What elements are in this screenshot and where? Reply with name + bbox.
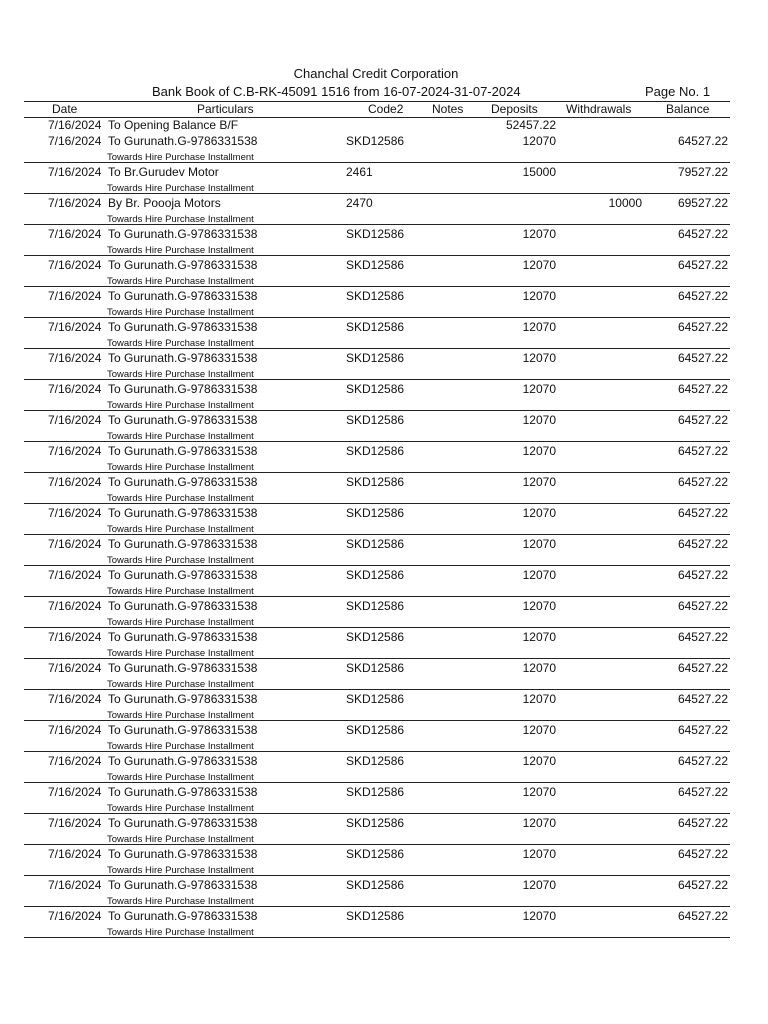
row-narration: Towards Hire Purchase Installment: [107, 617, 254, 628]
row-narration: Towards Hire Purchase Installment: [107, 400, 254, 411]
row-code: SKD12586: [346, 599, 405, 613]
row-balance: 64527.22: [677, 754, 728, 768]
row-narration: Towards Hire Purchase Installment: [107, 152, 254, 163]
row-code: 2461: [346, 165, 373, 179]
row-narration: Towards Hire Purchase Installment: [107, 369, 254, 380]
row-date: 7/16/2024: [48, 351, 102, 365]
row-particulars: To Gurunath.G-9786331538: [108, 320, 258, 334]
table-row: [0, 504, 768, 535]
row-balance: 64527.22: [677, 351, 728, 365]
row-deposit: 12070: [522, 475, 556, 489]
row-balance: 64527.22: [677, 723, 728, 737]
row-narration: Towards Hire Purchase Installment: [107, 183, 254, 194]
report-title: Bank Book of C.B-RK-45091 1516 from 16-07-2024-31-07-2024: [152, 84, 521, 99]
row-particulars: To Gurunath.G-9786331538: [108, 568, 258, 582]
table-row: [0, 318, 768, 349]
row-particulars: To Gurunath.G-9786331538: [108, 661, 258, 675]
row-deposit: 12070: [522, 382, 556, 396]
row-particulars: To Gurunath.G-9786331538: [108, 909, 258, 923]
row-balance: 64527.22: [677, 506, 728, 520]
row-date: 7/16/2024: [48, 258, 102, 272]
row-balance: 64527.22: [677, 289, 728, 303]
page-number: Page No. 1: [645, 84, 711, 99]
row-balance: 64527.22: [677, 692, 728, 706]
row-date: 7/16/2024: [48, 723, 102, 737]
table-row: [0, 256, 768, 287]
column-header-deposits: Deposits: [491, 102, 538, 116]
row-date: 7/16/2024: [48, 289, 102, 303]
row-particulars: To Gurunath.G-9786331538: [108, 475, 258, 489]
table-row: [0, 721, 768, 752]
row-narration: Towards Hire Purchase Installment: [107, 524, 254, 535]
row-deposit: 12070: [522, 630, 556, 644]
row-narration: Towards Hire Purchase Installment: [107, 338, 254, 349]
table-row: [0, 752, 768, 783]
row-code: SKD12586: [346, 568, 405, 582]
row-withdrawal: 10000: [608, 196, 642, 210]
column-header-withdrawals: Withdrawals: [566, 102, 632, 116]
row-deposit: 12070: [522, 351, 556, 365]
row-balance: 64527.22: [677, 382, 728, 396]
row-code: SKD12586: [346, 475, 405, 489]
row-code: SKD12586: [346, 506, 405, 520]
table-row: [0, 163, 768, 194]
row-deposit: 12070: [522, 723, 556, 737]
row-code: SKD12586: [346, 227, 405, 241]
row-deposit: 12070: [522, 661, 556, 675]
row-particulars: To Br.Gurudev Motor: [108, 165, 219, 179]
row-deposit: 12070: [522, 754, 556, 768]
table-row: [0, 473, 768, 504]
row-particulars: To Gurunath.G-9786331538: [108, 785, 258, 799]
table-row: [0, 783, 768, 814]
row-narration: Towards Hire Purchase Installment: [107, 741, 254, 752]
row-narration: Towards Hire Purchase Installment: [107, 865, 254, 876]
row-narration: Towards Hire Purchase Installment: [107, 493, 254, 504]
row-balance: 64527.22: [677, 475, 728, 489]
table-row: [0, 411, 768, 442]
row-code: SKD12586: [346, 537, 405, 551]
row-date: 7/16/2024: [48, 382, 102, 396]
column-header-code2: Code2: [368, 102, 404, 116]
opening-particulars: To Opening Balance B/F: [108, 118, 239, 132]
row-date: 7/16/2024: [48, 444, 102, 458]
row-date: 7/16/2024: [48, 165, 102, 179]
row-code: SKD12586: [346, 258, 405, 272]
table-row: [0, 566, 768, 597]
row-narration: Towards Hire Purchase Installment: [107, 679, 254, 690]
row-balance: 64527.22: [677, 785, 728, 799]
row-balance: 64527.22: [677, 320, 728, 334]
row-date: 7/16/2024: [48, 196, 102, 210]
row-date: 7/16/2024: [48, 754, 102, 768]
row-particulars: To Gurunath.G-9786331538: [108, 878, 258, 892]
row-narration: Towards Hire Purchase Installment: [107, 586, 254, 597]
row-balance: 64527.22: [677, 909, 728, 923]
row-deposit: 12070: [522, 537, 556, 551]
row-code: SKD12586: [346, 630, 405, 644]
column-header-balance: Balance: [666, 102, 710, 116]
row-particulars: To Gurunath.G-9786331538: [108, 692, 258, 706]
row-date: 7/16/2024: [48, 816, 102, 830]
row-narration: Towards Hire Purchase Installment: [107, 555, 254, 566]
row-particulars: To Gurunath.G-9786331538: [108, 382, 258, 396]
row-deposit: 12070: [522, 444, 556, 458]
row-date: 7/16/2024: [48, 661, 102, 675]
row-deposit: 12070: [522, 506, 556, 520]
row-deposit: 12070: [522, 816, 556, 830]
company-name: Chanchal Credit Corporation: [293, 66, 459, 81]
row-balance: 64527.22: [677, 568, 728, 582]
table-row: [0, 287, 768, 318]
row-particulars: To Gurunath.G-9786331538: [108, 537, 258, 551]
row-date: 7/16/2024: [48, 568, 102, 582]
row-date: 7/16/2024: [48, 847, 102, 861]
row-particulars: To Gurunath.G-9786331538: [108, 754, 258, 768]
row-deposit: 12070: [522, 909, 556, 923]
row-deposit: 15000: [522, 165, 556, 179]
row-narration: Towards Hire Purchase Installment: [107, 431, 254, 442]
row-balance: 64527.22: [677, 537, 728, 551]
row-particulars: To Gurunath.G-9786331538: [108, 630, 258, 644]
column-header-particulars: Particulars: [197, 102, 254, 116]
row-particulars: To Gurunath.G-9786331538: [108, 227, 258, 241]
row-date: 7/16/2024: [48, 413, 102, 427]
table-row: [0, 349, 768, 380]
row-particulars: To Gurunath.G-9786331538: [108, 289, 258, 303]
row-code: SKD12586: [346, 351, 405, 365]
row-date: 7/16/2024: [48, 878, 102, 892]
row-separator: [24, 937, 730, 938]
row-particulars: To Gurunath.G-9786331538: [108, 506, 258, 520]
row-balance: 64527.22: [677, 227, 728, 241]
row-balance: 64527.22: [677, 661, 728, 675]
row-particulars: To Gurunath.G-9786331538: [108, 847, 258, 861]
row-narration: Towards Hire Purchase Installment: [107, 276, 254, 287]
row-date: 7/16/2024: [48, 630, 102, 644]
row-deposit: 12070: [522, 413, 556, 427]
row-deposit: 12070: [522, 692, 556, 706]
row-deposit: 12070: [522, 599, 556, 613]
table-row: [0, 845, 768, 876]
table-row: [0, 659, 768, 690]
row-code: SKD12586: [346, 909, 405, 923]
row-deposit: 12070: [522, 227, 556, 241]
row-deposit: 12070: [522, 289, 556, 303]
column-header-date: Date: [52, 102, 78, 116]
row-narration: Towards Hire Purchase Installment: [107, 803, 254, 814]
row-particulars: To Gurunath.G-9786331538: [108, 816, 258, 830]
row-narration: Towards Hire Purchase Installment: [107, 834, 254, 845]
row-balance: 64527.22: [677, 878, 728, 892]
table-row: [0, 225, 768, 256]
row-deposit: 12070: [522, 847, 556, 861]
table-row: [0, 876, 768, 907]
row-date: 7/16/2024: [48, 692, 102, 706]
row-date: 7/16/2024: [48, 537, 102, 551]
row-deposit: 12070: [522, 134, 556, 148]
table-row: [0, 690, 768, 721]
row-date: 7/16/2024: [48, 785, 102, 799]
row-balance: 64527.22: [677, 134, 728, 148]
row-balance: 79527.22: [677, 165, 728, 179]
opening-date: 7/16/2024: [48, 118, 102, 132]
row-narration: Towards Hire Purchase Installment: [107, 772, 254, 783]
row-narration: Towards Hire Purchase Installment: [107, 214, 254, 225]
row-balance: 64527.22: [677, 258, 728, 272]
table-row: [0, 380, 768, 411]
row-balance: 69527.22: [677, 196, 728, 210]
row-code: SKD12586: [346, 692, 405, 706]
table-row: [0, 132, 768, 163]
row-balance: 64527.22: [677, 599, 728, 613]
row-balance: 64527.22: [677, 816, 728, 830]
row-particulars: To Gurunath.G-9786331538: [108, 351, 258, 365]
row-code: SKD12586: [346, 661, 405, 675]
row-code: SKD12586: [346, 413, 405, 427]
table-row: [0, 814, 768, 845]
row-deposit: 12070: [522, 568, 556, 582]
row-narration: Towards Hire Purchase Installment: [107, 710, 254, 721]
table-row: [0, 597, 768, 628]
row-deposit: 12070: [522, 785, 556, 799]
row-balance: 64527.22: [677, 444, 728, 458]
row-narration: Towards Hire Purchase Installment: [107, 927, 254, 938]
row-balance: 64527.22: [677, 413, 728, 427]
row-code: 2470: [346, 196, 373, 210]
row-code: SKD12586: [346, 816, 405, 830]
row-deposit: 12070: [522, 258, 556, 272]
row-narration: Towards Hire Purchase Installment: [107, 245, 254, 256]
row-particulars: To Gurunath.G-9786331538: [108, 413, 258, 427]
row-code: SKD12586: [346, 320, 405, 334]
row-date: 7/16/2024: [48, 134, 102, 148]
row-narration: Towards Hire Purchase Installment: [107, 307, 254, 318]
row-code: SKD12586: [346, 878, 405, 892]
row-deposit: 12070: [522, 878, 556, 892]
column-header-notes: Notes: [432, 102, 464, 116]
row-date: 7/16/2024: [48, 227, 102, 241]
row-particulars: To Gurunath.G-9786331538: [108, 599, 258, 613]
row-code: SKD12586: [346, 289, 405, 303]
row-particulars: By Br. Poooja Motors: [108, 196, 221, 210]
table-row: [0, 194, 768, 225]
table-row: [0, 907, 768, 938]
row-code: SKD12586: [346, 723, 405, 737]
row-particulars: To Gurunath.G-9786331538: [108, 134, 258, 148]
row-code: SKD12586: [346, 785, 405, 799]
row-code: SKD12586: [346, 444, 405, 458]
row-code: SKD12586: [346, 382, 405, 396]
row-date: 7/16/2024: [48, 599, 102, 613]
row-particulars: To Gurunath.G-9786331538: [108, 258, 258, 272]
row-particulars: To Gurunath.G-9786331538: [108, 723, 258, 737]
row-particulars: To Gurunath.G-9786331538: [108, 444, 258, 458]
row-date: 7/16/2024: [48, 506, 102, 520]
table-row: [0, 628, 768, 659]
table-row: [0, 442, 768, 473]
row-code: SKD12586: [346, 134, 405, 148]
row-narration: Towards Hire Purchase Installment: [107, 648, 254, 659]
row-code: SKD12586: [346, 847, 405, 861]
row-deposit: 12070: [522, 320, 556, 334]
row-narration: Towards Hire Purchase Installment: [107, 462, 254, 473]
row-balance: 64527.22: [677, 630, 728, 644]
row-date: 7/16/2024: [48, 320, 102, 334]
row-date: 7/16/2024: [48, 475, 102, 489]
row-date: 7/16/2024: [48, 909, 102, 923]
opening-deposit: 52457.22: [505, 118, 556, 132]
row-code: SKD12586: [346, 754, 405, 768]
row-balance: 64527.22: [677, 847, 728, 861]
row-narration: Towards Hire Purchase Installment: [107, 896, 254, 907]
table-row: [0, 535, 768, 566]
